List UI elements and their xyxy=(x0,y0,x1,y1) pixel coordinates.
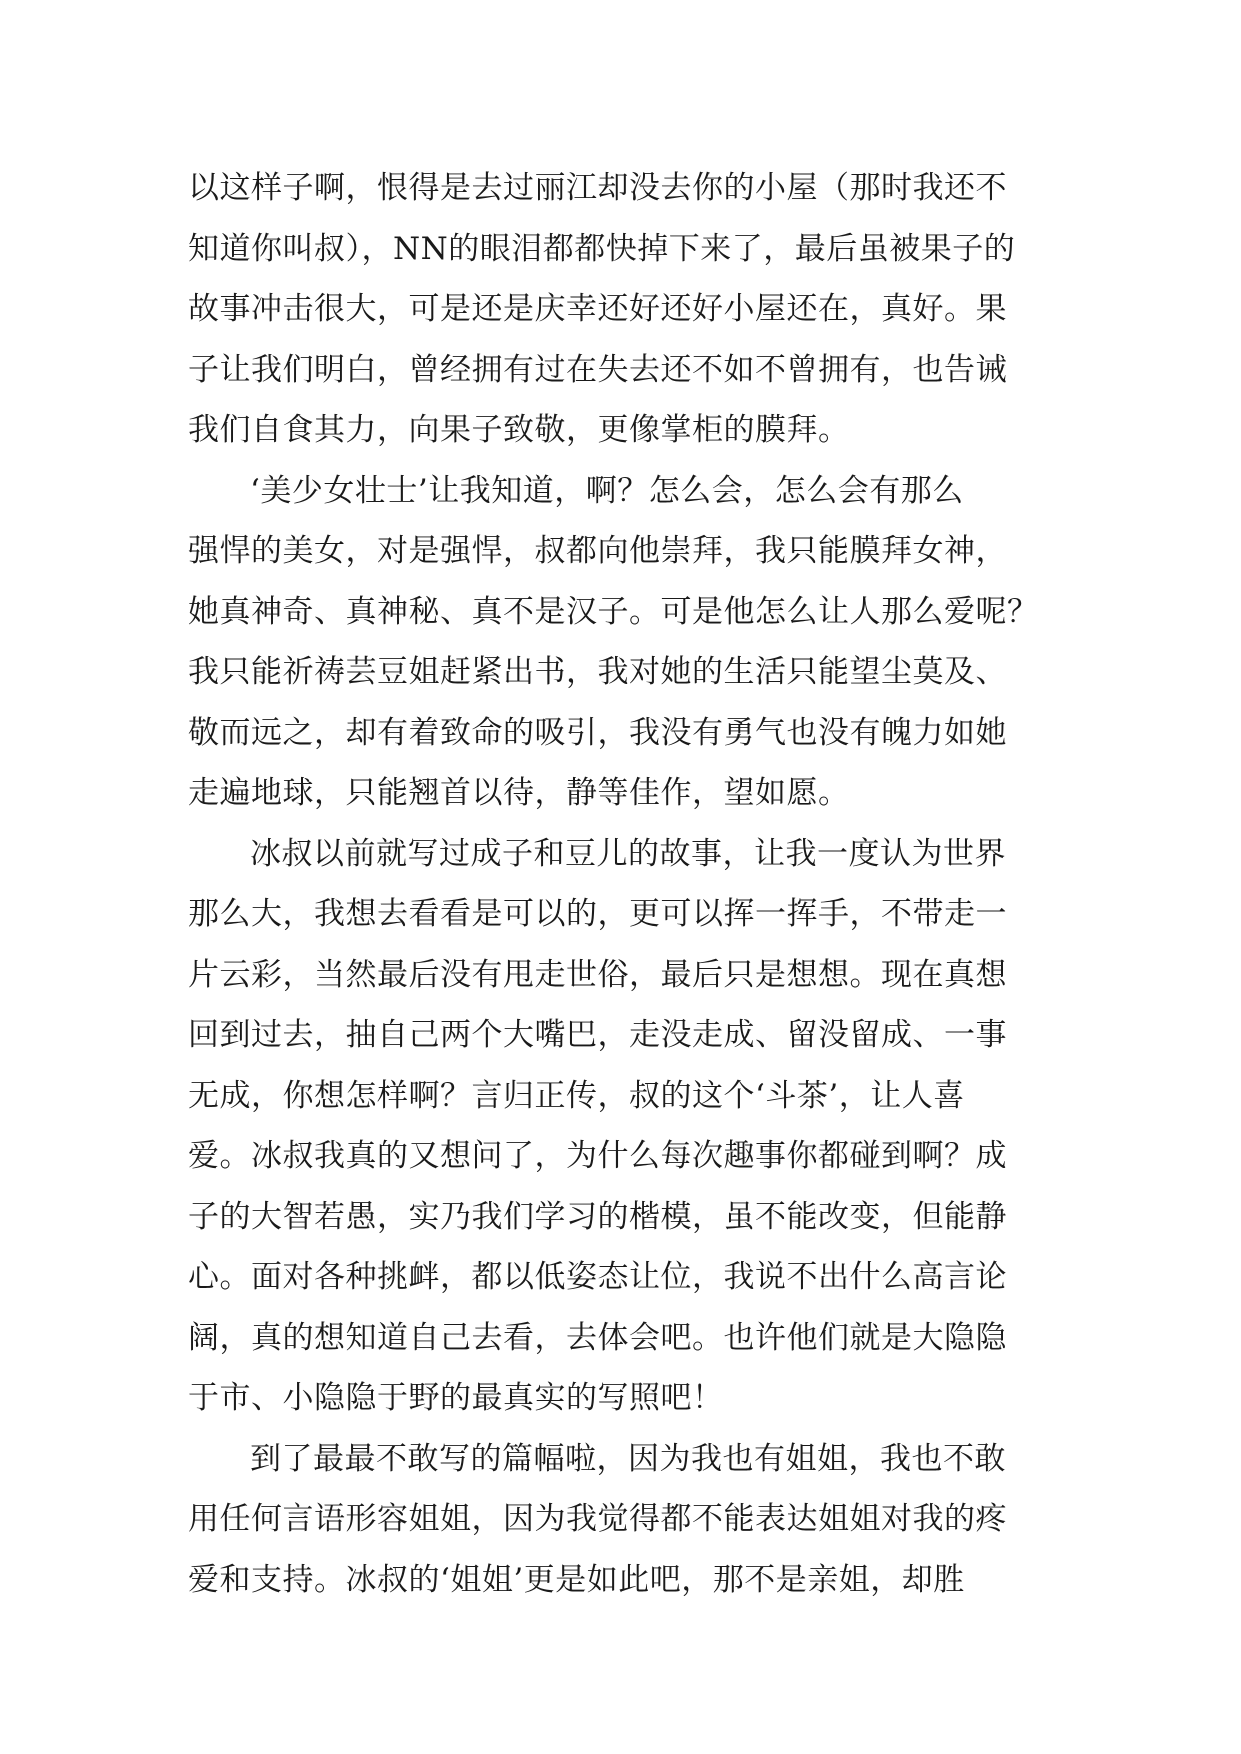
text-line: 到了最最不敢写的篇幅啦，因为我也有姐姐，我也不敢 xyxy=(250,1440,1006,1477)
text-line: 爱。冰叔我真的又想问了，为什么每次趣事你都碰到啊？成 xyxy=(188,1138,1007,1174)
text-line: ‘美少女壮士’让我知道，啊？怎么会，怎么会有那么 xyxy=(250,472,964,509)
text-line: 她真神奇、真神秘、真不是汉子。可是他怎么让人那么爱呢？ xyxy=(188,593,1039,630)
text-line: 冰叔以前就写过成子和豆儿的故事，让我一度认为世界 xyxy=(250,835,1006,872)
text-line: 故事冲击很大，可是还是庆幸还好还好小屋还在，真好。果 xyxy=(188,291,1007,327)
document-text-body xyxy=(188,158,1058,1610)
text-line: 走遍地球，只能翘首以待，静等佳作，望如愿。 xyxy=(188,775,850,811)
text-line: 子让我们明白，曾经拥有过在失去还不如不曾拥有，也告诫 xyxy=(188,351,1007,388)
text-line: 那么大，我想去看看是可以的，更可以挥一挥手，不带走一 xyxy=(188,896,1007,932)
text-line: 阔，真的想知道自己去看，去体会吧。也许他们就是大隐隐 xyxy=(188,1319,1007,1356)
text-line: 我们自食其力，向果子致敬，更像掌柜的膜拜。 xyxy=(188,412,850,448)
text-line: 于市、小隐隐于野的最真实的写照吧！ xyxy=(188,1380,724,1416)
text-line: 以这样子啊，恨得是去过丽江却没去你的小屋（那时我还不 xyxy=(188,170,1007,206)
text-line: 知道你叫叔），NN的眼泪都都快掉下来了，最后虽被果子的 xyxy=(188,230,1016,267)
text-line: 回到过去，抽自己两个大嘴巴，走没走成、留没留成、一事 xyxy=(188,1017,1007,1053)
text-line: 片云彩，当然最后没有甩走世俗，最后只是想想。现在真想 xyxy=(188,956,1007,993)
text-line: 爱和支持。冰叔的‘姐姐’更是如此吧，那不是亲姐，却胜 xyxy=(188,1561,965,1598)
text-line: 我只能祈祷芸豆姐赶紧出书，我对她的生活只能望尘莫及、 xyxy=(188,654,1007,690)
text-line: 敬而远之，却有着致命的吸引，我没有勇气也没有魄力如她 xyxy=(188,714,1007,751)
text-line: 强悍的美女，对是强悍，叔都向他崇拜，我只能膜拜女神， xyxy=(188,533,1007,569)
text-line: 心。面对各种挑衅，都以低姿态让位，我说不出什么高言论 xyxy=(188,1259,1007,1295)
text-line: 子的大智若愚，实乃我们学习的楷模，虽不能改变，但能静 xyxy=(188,1198,1007,1235)
text-line: 无成，你想怎样啊？言归正传，叔的这个‘斗茶’，让人喜 xyxy=(188,1077,965,1114)
text-line: 用任何言语形容姐姐，因为我觉得都不能表达姐姐对我的疼 xyxy=(188,1501,1007,1537)
